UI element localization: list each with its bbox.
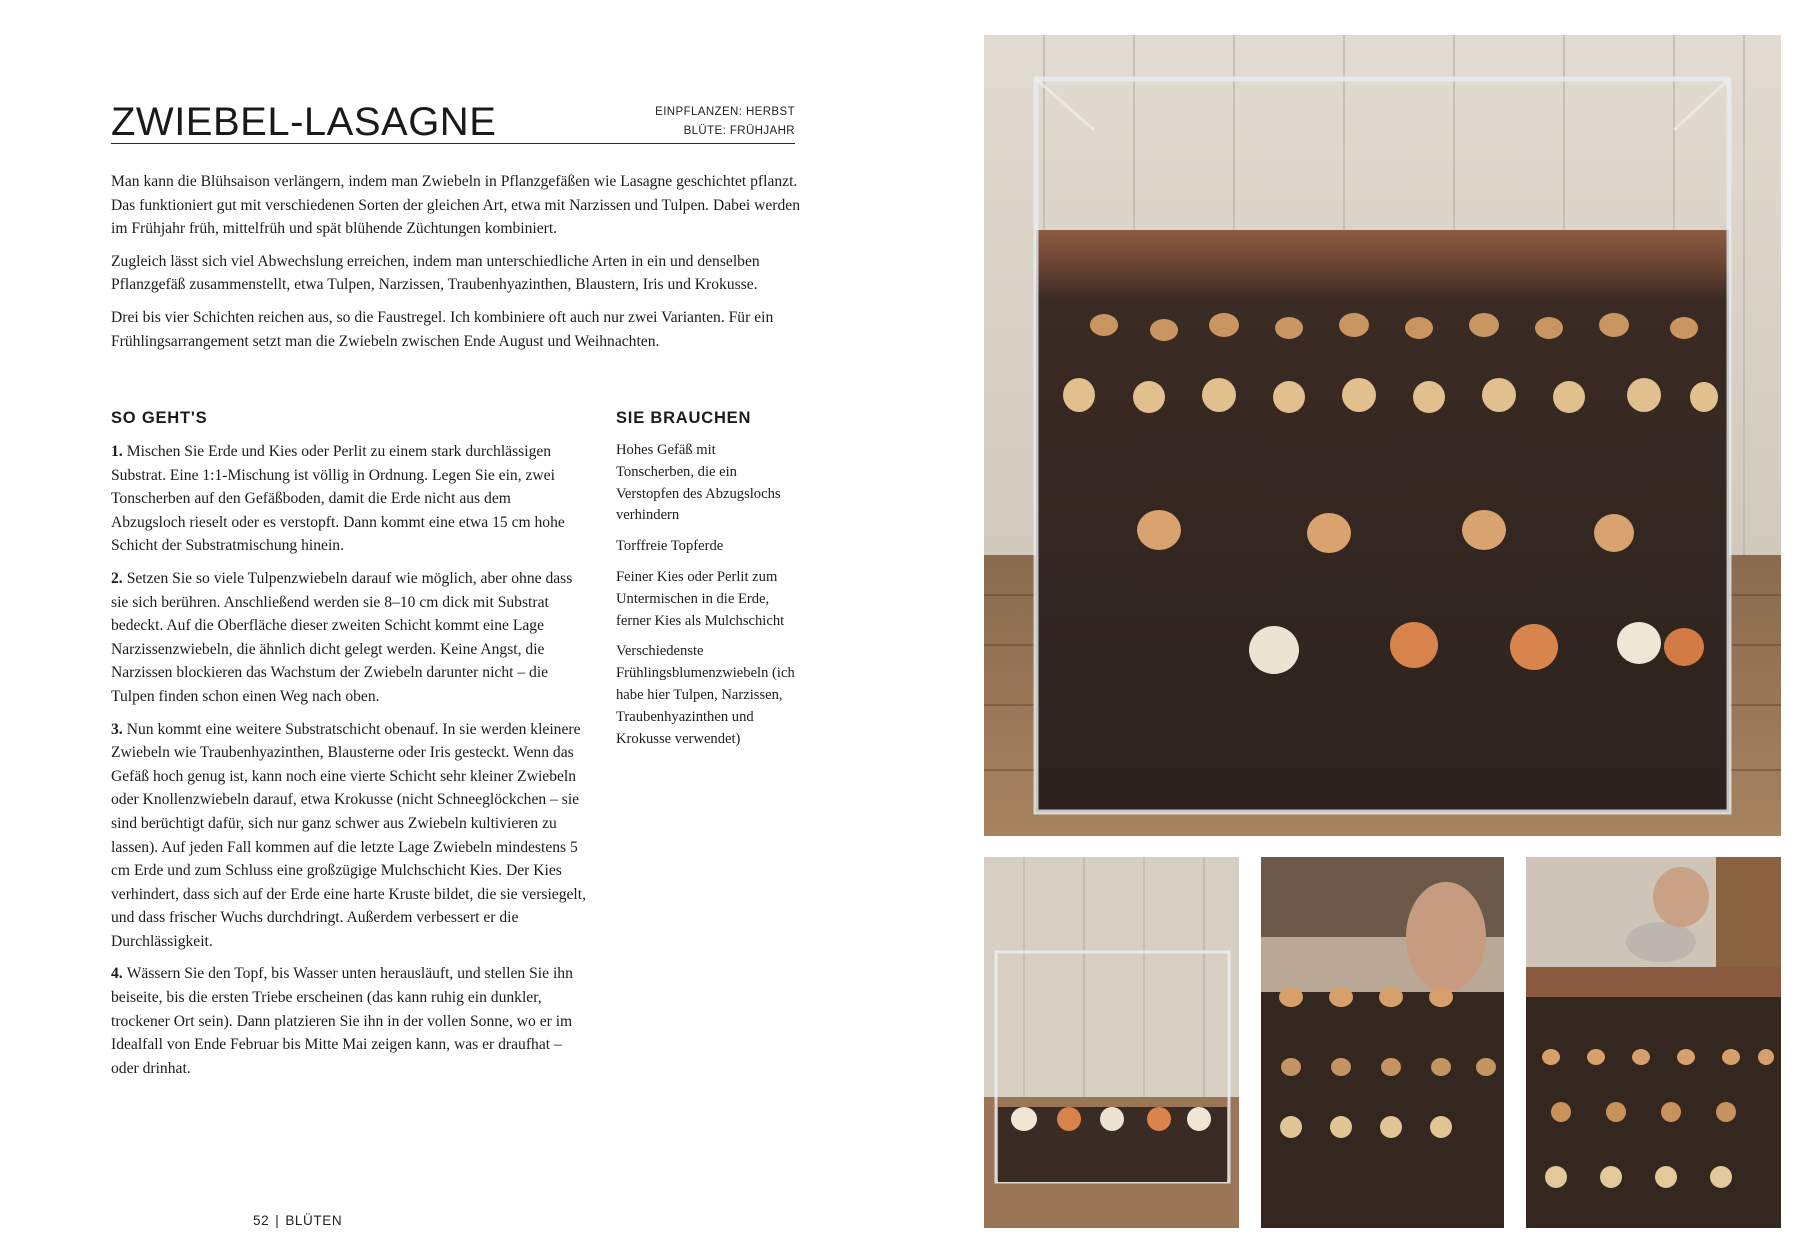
- intro-paragraph: Man kann die Blühsaison verlängern, indem man Zwiebeln in Pflanzgefäßen wie Lasagne geschichtet pflanzt. Das funktioniert gut mit verschiedenen Sorten der gleichen Art, etwa mit Narzissen und Tulpen. Dabei werden im Frühjahr früh, mittelfrüh und spät blühende Züchtungen kombiniert.: [111, 173, 800, 238]
- intro-paragraph: Drei bis vier Schichten reichen aus, so die Faustregel. Ich kombiniere oft auch nur zwei Varianten. Für ein Frühlingsarrangement setzt man die Zwiebeln zwischen Ende August und Weihnachten.: [111, 308, 774, 350]
- photo-empty-box-first-layer: [984, 857, 1239, 1228]
- step-text: Setzen Sie so viele Tulpenzwiebeln darauf wie möglich, aber ohne dass sie sich berühren. Anschließend werden sie 8–10 cm dick mit Substrat bedeckt. Auf die Oberfläche dieser zweiten Schicht kommt eine Lage Narzissenzwiebeln, die ähnlich dicht gelegt werden. Keine Angst, die Narzissen blockieren das Wachstum der Zwiebeln darunter nicht – die Tulpen finden schon einen Weg nach oben.: [111, 569, 573, 705]
- steps-list: [111, 440, 586, 1080]
- adding-gravel-illustration: [1526, 857, 1781, 1228]
- materials-list: [616, 440, 796, 750]
- photo-adding-gravel: [1526, 857, 1781, 1228]
- title-divider: [111, 143, 795, 144]
- photo-placing-bulbs: [1261, 857, 1504, 1228]
- step-item: [111, 567, 586, 709]
- step-text: Wässern Sie den Topf, bis Wasser unten herausläuft, und stellen Sie ihn beiseite, bis die ersten Triebe erscheinen (das kann ruhig ein dunkler, trockener Ort sein). Dann platzieren Sie ihn in der vollen Sonne, wo er im Idealfall von Ende Februar bis Mitte Mai zeigen kann, was er draufhat – oder drinhat.: [111, 965, 573, 1077]
- step-text: Nun kommt eine weitere Substratschicht obenauf. In sie werden kleinere Zwiebeln wie Traubenhyazinthen, Blausterne oder Iris gesteckt. Wenn das Gefäß hoch genug ist, kann noch eine vierte Schicht sehr kleiner Zwiebeln oder Knollenzwiebeln darauf, etwa Krokusse (nicht Schneeglöckchen – sie sind berüchtigt dafür, sich nur ganz schwer aus Zwiebeln kultivieren zu lassen). Auf jeden Fall kommen auf die letzte Lage Zwiebeln mindestens 5 cm Erde und zum Schluss eine großzügige Mulchschicht Kies. Der Kies verhindert, dass sich auf der Erde eine harte Kruste bildet, die sie versiegelt, und dass frischer Wuchs durchdringt. Außerdem verbessert er die Durchlässigkeit.: [111, 720, 587, 950]
- materials-item: Feiner Kies oder Perlit zum Untermischen in die Erde, ferner Kies als Mulchschicht: [616, 568, 785, 629]
- first-layer-illustration: [984, 857, 1239, 1228]
- materials-item: Torffreie Topferde: [616, 538, 724, 555]
- page-footer: [253, 1213, 342, 1228]
- materials-item: Verschiedenste Frühlingsblumenzwiebeln (ich habe hier Tulpen, Narzissen, Traubenhyazinthen und Krokusse verwendet): [616, 643, 795, 747]
- page-number: 52: [253, 1213, 270, 1228]
- page-title: ZWIEBEL-LASAGNE: [111, 100, 497, 144]
- step-number: 3.: [111, 720, 123, 738]
- materials-heading: SIE BRAUCHEN: [616, 409, 752, 427]
- planting-info: [655, 103, 795, 141]
- section-name: BLÜTEN: [285, 1213, 343, 1228]
- step-text: Mischen Sie Erde und Kies oder Perlit zu einem stark durchlässigen Substrat. Eine 1:1-Mischung ist völlig in Ordnung. Legen Sie ein, zwei Tonscherben auf den Gefäßboden, damit die Erde nicht aus dem Abzugsloch rieselt oder es verstopft. Dann kommt eine etwa 15 cm hohe Schicht der Substratmischung hinein.: [111, 443, 565, 555]
- instructions-column: [111, 408, 586, 1089]
- planting-season: EINPFLANZEN: HERBST: [655, 106, 795, 118]
- layered-glass-box-illustration: [984, 35, 1781, 836]
- step-number: 4.: [111, 965, 123, 983]
- step-number: 2.: [111, 569, 123, 587]
- materials-column: [616, 408, 796, 759]
- placing-bulbs-illustration: [1261, 857, 1504, 1228]
- step-number: 1.: [111, 443, 123, 460]
- step-item: [111, 718, 586, 954]
- step-item: [111, 440, 586, 558]
- intro-paragraph: Zugleich lässt sich viel Abwechslung erreichen, indem man unterschiedliche Arten in ein und denselben Pflanzgefäß zusammenstellt, etwa Tulpen, Narzissen, Traubenhyazinthen, Blaustern, Iris und Krokusse.: [111, 252, 760, 294]
- materials-item: Hohes Gefäß mit Tonscherben, die ein Verstopfen des Abzugslochs verhindern: [616, 442, 781, 524]
- main-photo-layered-bulbs: [984, 35, 1781, 836]
- bloom-season: BLÜTE: FRÜHJAHR: [683, 125, 795, 137]
- footer-separator: |: [275, 1213, 280, 1228]
- instructions-heading: SO GEHT'S: [111, 409, 208, 427]
- step-item: [111, 962, 586, 1080]
- intro-text: [111, 170, 801, 362]
